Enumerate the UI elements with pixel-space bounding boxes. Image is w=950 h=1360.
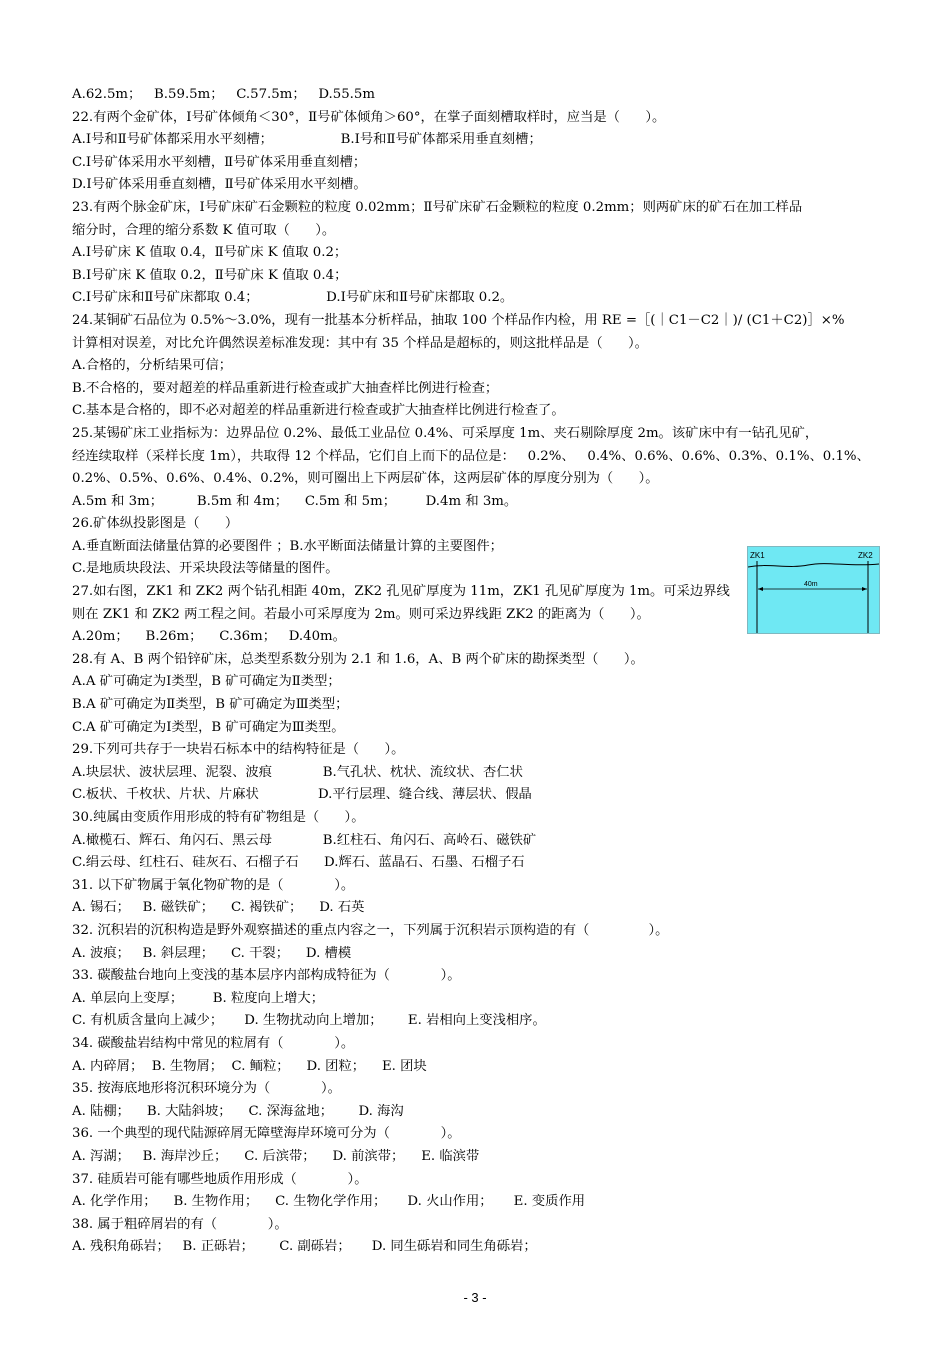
question-24: 24.某铜矿石品位为 0.5%～3.0%，现有一批基本分析样品，抽取 100 个样品作内检，用 RE =［(｜C1－C2｜)/ (C1＋C2)］×%: [72, 312, 845, 328]
text-line: C.A 矿可确定为Ⅰ类型，B 矿可确定为Ⅲ类型。: [72, 719, 345, 735]
text-line: A. 锡石； B. 磁铁矿； C. 褐铁矿； D. 石英: [72, 900, 365, 916]
text-line: A.20m； B.26m； C.36m； D.40m。: [72, 629, 346, 645]
question-26: 26.矿体纵投影图是（ ）: [72, 516, 239, 532]
text-line: 计算相对误差，对比允许偶然误差标准发现：其中有 35 个样品是超标的，则这批样品是（ ）。: [72, 335, 648, 351]
text-line: 缩分时，合理的缩分系数 K 值可取（ ）。: [72, 222, 336, 238]
text-line: B.A 矿可确定为Ⅱ类型，B 矿可确定为Ⅲ类型；: [72, 697, 349, 713]
text-line: C.基本是合格的，即不必对超差的样品重新进行检查或扩大抽查样比例进行检查了。: [72, 403, 565, 419]
text-line: A.62.5m； B.59.5m； C.57.5m； D.55.5m: [72, 87, 375, 102]
text-line: B.不合格的，要对超差的样品重新进行检查或扩大抽查样比例进行检查；: [72, 380, 499, 396]
text-line: A. 陆棚； B. 大陆斜坡； C. 深海盆地； D. 海沟: [72, 1103, 404, 1119]
text-line: C.是地质块段法、开采块段法等储量的图件。: [72, 561, 339, 577]
surface-line: [748, 564, 879, 567]
question-34: 34. 碳酸盐岩结构中常见的粒屑有（ ）。: [72, 1035, 355, 1051]
text-line: A.A 矿可确定为Ⅰ类型，B 矿可确定为Ⅱ类型；: [72, 674, 341, 690]
text-line: A.Ⅰ号矿床 K 值取 0.4，Ⅱ号矿床 K 值取 0.2；: [72, 245, 348, 261]
text-line: A. 单层向上变厚； B. 粒度向上增大；: [72, 990, 325, 1006]
question-36: 36. 一个典型的现代陆源碎屑无障壁海岸环境可分为（ ）。: [72, 1126, 461, 1142]
question-27: 27.如右图，ZK1 和 ZK2 两个钻孔相距 40m，ZK2 孔见矿厚度为 11m，ZK1 孔见矿厚度为 1m。可采边界线: [72, 584, 730, 600]
text-line: A.垂直断面法储量估算的必要图件 ；B.水平断面法储量计算的主要图件；: [72, 538, 503, 554]
arrow-right-icon: [862, 587, 867, 591]
text-line: A. 化学作用； B. 生物作用； C. 生物化学作用； D. 火山作用； E. 变质作用: [72, 1194, 586, 1210]
text-line: C.绢云母、红柱石、硅灰石、石榴子石 D.辉石、蓝晶石、石墨、石榴子石: [72, 855, 525, 871]
question-30: 30.纯属由变质作用形成的特有矿物组是（ ）。: [72, 810, 365, 825]
text-line: D.Ⅰ号矿体采用垂直刻槽，Ⅱ号矿体采用水平刻槽。: [72, 177, 367, 193]
question-35: 35. 按海底地形将沉积环境分为（ ）。: [72, 1081, 341, 1097]
text-line: A. 内碎屑； B. 生物屑； C. 鲕粒； D. 团粒； E. 团块: [72, 1058, 427, 1074]
question-22: 22.有两个金矿体，Ⅰ号矿体倾角＜30°，Ⅱ号矿体倾角＞60°，在掌子面刻槽取样时，应当是（ ）。: [72, 109, 666, 125]
zk2-label: ZK2: [858, 551, 873, 560]
text-line: A.橄榄石、辉石、角闪石、黑云母 B.红柱石、角闪石、高岭石、磁铁矿: [72, 832, 537, 848]
question-25: 25.某锡矿床工业指标为：边界品位 0.2%、最低工业品位 0.4%、可采厚度 1m、夹石剔除厚度 2m。该矿床中有一钻孔见矿，: [72, 425, 819, 441]
text-line: C.板状、千枚状、片状、片麻状 D.平行层理、缝合线、薄层状、假晶: [72, 787, 532, 803]
text-line: A.5m 和 3m； B.5m 和 4m； C.5m 和 5m； D.4m 和 3m。: [72, 493, 518, 509]
question-23: 23.有两个脉金矿床，Ⅰ号矿床矿石金颗粒的粒度 0.02mm；Ⅱ号矿床矿石金颗粒的粒度 0.2mm；则两矿床的矿石在加工样品: [72, 199, 803, 215]
document-body: [72, 84, 882, 1259]
text-line: A. 残积角砾岩； B. 正砾岩； C. 副砾岩； D. 同生砾岩和同生角砾岩；: [72, 1239, 537, 1255]
text-line: 则在 ZK1 和 ZK2 两工程之间。若最小可采厚度为 2m。则可采边界线距 ZK2 的距离为（ ）。: [72, 606, 650, 622]
text-line: C.Ⅰ号矿床和Ⅱ号矿床都取 0.4； D.Ⅰ号矿床和Ⅱ号矿床都取 0.2。: [72, 290, 514, 306]
text-line: C. 有机质含量向上减少； D. 生物扰动向上增加； E. 岩相向上变浅相序。: [72, 1013, 546, 1029]
drillhole-diagram: [748, 547, 879, 633]
question-33: 33. 碳酸盐台地向上变浅的基本层序内部构成特征为（ ）。: [72, 968, 461, 984]
text-line: A.合格的，分析结果可信；: [72, 358, 233, 374]
question-29: 29.下列可共存于一块岩石标本中的结构特征是（ ）。: [72, 742, 405, 758]
question-38: 38. 属于粗碎屑岩的有（ ）。: [72, 1216, 288, 1232]
distance-label: 40m: [804, 581, 818, 588]
page-number: - 3 -: [463, 1290, 487, 1305]
text-line: A.块层状、波状层理、泥裂、波痕 B.气孔状、枕状、流纹状、杏仁状: [72, 764, 523, 780]
arrow-left-icon: [758, 587, 763, 591]
text-line: B.Ⅰ号矿床 K 值取 0.2，Ⅱ号矿床 K 值取 0.4；: [72, 267, 348, 283]
drillhole-figure: [747, 546, 880, 634]
question-28: 28.有 A、B 两个铅锌矿床，总类型系数分别为 2.1 和 1.6，A、B 两个矿床的勘探类型（ ）。: [72, 651, 644, 667]
zk1-label: ZK1: [750, 551, 765, 560]
text-line: 经连续取样（采样长度 1m），共取得 12 个样品，它们自上而下的品位是： 0.2%、 0.4%、0.6%、0.6%、0.3%、0.1%、0.1%、: [72, 448, 870, 464]
text-line: A.Ⅰ号和Ⅱ号矿体都采用水平刻槽； B.Ⅰ号和Ⅱ号矿体都采用垂直刻槽；: [72, 132, 542, 148]
question-32: 32. 沉积岩的沉积构造是野外观察描述的重点内容之一，下列属于沉积岩示顶构造的有（ ）。: [72, 922, 669, 938]
text-line: A. 泻湖； B. 海岸沙丘； C. 后滨带； D. 前滨带； E. 临滨带: [72, 1148, 480, 1164]
question-31: 31. 以下矿物属于氧化物矿物的是（ ）。: [72, 877, 355, 893]
text-line: 0.2%、0.5%、0.6%、0.4%、0.2%，则可圈出上下两层矿体，这两层矿体的厚度分别为（ ）。: [72, 471, 659, 487]
question-37: 37. 硅质岩可能有哪些地质作用形成（ ）。: [72, 1171, 368, 1187]
text-line: C.Ⅰ号矿体采用水平刻槽，Ⅱ号矿体采用垂直刻槽；: [72, 154, 367, 170]
text-line: A. 波痕； B. 斜层理； C. 干裂； D. 槽模: [72, 945, 352, 961]
